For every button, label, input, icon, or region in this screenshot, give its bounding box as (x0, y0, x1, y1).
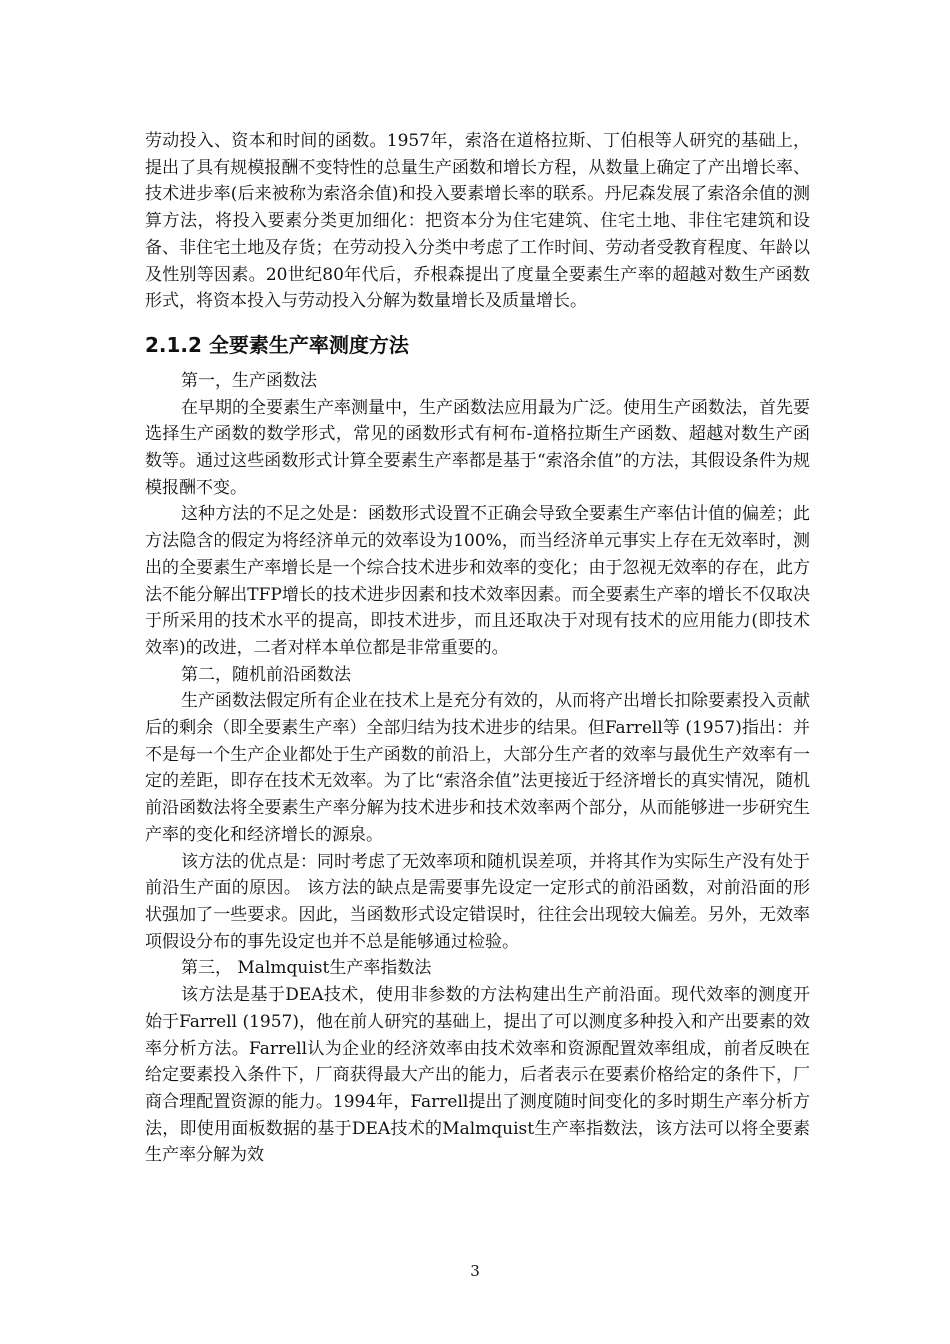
section-heading: 2.1.2 全要素生产率测度方法 (145, 332, 409, 357)
method2-paragraph-2: 该方法的优点是：同时考虑了无效率项和随机误差项，并将其作为实际生产没有处于前沿生产面的原因。 该方法的缺点是需要事先设定一定形式的前沿函数，对前沿面的形状强加了一些要求。因此，当函数形式设定错误时，往往会出现较大偏差。另外，无效率项假设分布的事先设定也并不总是能够通过检验。 (145, 851, 810, 952)
method2-title: 第二，随机前沿函数法 (181, 664, 351, 685)
method2-paragraph-1: 生产函数法假定所有企业在技术上是充分有效的，从而将产出增长扣除要素投入贡献后的剩余（即全要素生产率）全部归结为技术进步的结果。但Farrell等 (1957)指出：并不是每一个生产企业都处于生产函数的前沿上，大部分生产者的效率与最优生产效率有一定的差距，即存在技术无效率。为了比“索洛余值”法更接近于经济增长的真实情况，随机前沿函数法将全要素生产率分解为技术进步和技术效率两个部分，从而能够进一步研究生产率的变化和经济增长的源泉。 (145, 691, 810, 845)
method1-title: 第一，生产函数法 (181, 370, 317, 391)
method3-paragraph-1: 该方法是基于DEA技术，使用非参数的方法构建出生产前沿面。现代效率的测度开始于Farrell (1957)，他在前人研究的基础上，提出了可以测度多种投入和产出要素的效率分析方法。Farrell认为企业的经济效率由技术效率和资源配置效率组成，前者反映在给定要素投入条件下，厂商获得最大产出的能力，后者表示在要素价格给定的条件下，厂商合理配置资源的能力。1994年，Farrell提出了测度随时间变化的多时期生产率分析方法，即使用面板数据的基于DEA技术的Malmquist生产率指数法，该方法可以将全要素生产率分解为效 (145, 985, 810, 1166)
method1-paragraph-1: 在早期的全要素生产率测量中，生产函数法应用最为广泛。使用生产函数法，首先要选择生产函数的数学形式，常见的函数形式有柯布-道格拉斯生产函数、超越对数生产函数等。通过这些函数形式计算全要素生产率都是基于“索洛余值”的方法，其假设条件为规模报酬不变。 (145, 397, 810, 498)
method3-title: 第三， Malmquist生产率指数法 (181, 958, 432, 979)
page-body (145, 128, 810, 1169)
method1-paragraph-2: 这种方法的不足之处是：函数形式设置不正确会导致全要素生产率估计值的偏差；此方法隐含的假定为将经济单元的效率设为100%，而当经济单元事实上存在无效率时，测出的全要素生产率增长是一个综合技术进步和效率的变化；由于忽视无效率的存在，此方法不能分解出TFP增长的技术进步因素和技术效率因素。而全要素生产率的增长不仅取决于所采用的技术水平的提高，即技术进步，而且还取决于对现有技术的应用能力(即技术效率)的改进，二者对样本单位都是非常重要的。 (145, 504, 810, 658)
page-number: 3 (470, 1262, 480, 1280)
intro-paragraph: 劳动投入、资本和时间的函数。1957年，索洛在道格拉斯、丁伯根等人研究的基础上，提出了具有规模报酬不变特性的总量生产函数和增长方程，从数量上确定了产出增长率、技术进步率(后来被称为索洛余值)和投入要素增长率的联系。丹尼森发展了索洛余值的测算方法，将投入要素分类更加细化：把资本分为住宅建筑、住宅土地、非住宅建筑和设备、非住宅土地及存货；在劳动投入分类中考虑了工作时间、劳动者受教育程度、年龄以及性别等因素。20世纪80年代后，乔根森提出了度量全要素生产率的超越对数生产函数形式，将资本投入与劳动投入分解为数量增长及质量增长。 (145, 131, 810, 312)
